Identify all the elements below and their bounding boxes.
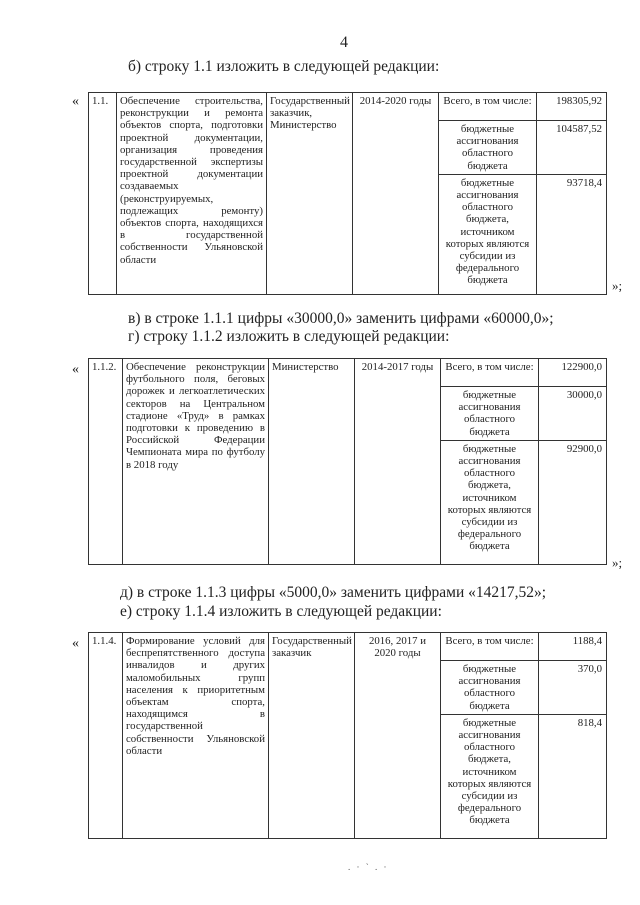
instruction-e: е) строку 1.1.4 изложить в следующей редакции: [120, 603, 442, 620]
row-years: 2014-2020 годы [353, 93, 439, 295]
source-total: Всего, в том числе: [439, 93, 537, 121]
row-years: 2014-2017 годы [355, 359, 441, 565]
quote-open: « [72, 362, 79, 377]
source-total: Всего, в том числе: [441, 359, 539, 387]
amount-regional: 370,0 [539, 661, 607, 715]
row-owner: Министерство [269, 359, 355, 565]
table-row-1-1-2 [88, 358, 607, 565]
amount-federal: 92900,0 [539, 440, 607, 564]
amount-total: 122900,0 [539, 359, 607, 387]
amount-total: 198305,92 [537, 93, 607, 121]
row-code: 1.1. [89, 93, 117, 295]
source-regional: бюджетные ассигнования областного бюджета [441, 661, 539, 715]
row-years: 2016, 2017 и 2020 годы [355, 633, 441, 839]
row-owner: Государственный заказчик [269, 633, 355, 839]
quote-close: »; [612, 555, 623, 570]
amount-regional: 104587,52 [537, 121, 607, 175]
amount-total: 1188,4 [539, 633, 607, 661]
amount-federal: 818,4 [539, 714, 607, 838]
row-name: Обеспечение строительства, реконструкции и ремонта объектов спорта, подготовки проектной документации, организация проведения государственной экспертизы проектной документации создаваемых (реконструируемых, подлежащих ремонту) объектов спорта, находящихся в государственной собственности Ульяновской области [117, 93, 267, 295]
quote-close: »; [612, 278, 623, 293]
source-regional: бюджетные ассигнования областного бюджета [441, 387, 539, 441]
row-code: 1.1.2. [89, 359, 123, 565]
source-federal: бюджетные ассигнования областного бюджета, источником которых являются субсидии из федерального бюджета [441, 440, 539, 564]
source-federal: бюджетные ассигнования областного бюджета, источником которых являются субсидии из федерального бюджета [439, 174, 537, 294]
amount-regional: 30000,0 [539, 387, 607, 441]
row-name: Формирование условий для беспрепятственного доступа инвалидов и других маломобильных групп населения к приоритетным объектам спорта, находящимся в государственной собственности Ульяновской области [123, 633, 269, 839]
table-row-1-1 [88, 92, 607, 295]
page-number: 4 [340, 34, 348, 51]
quote-open: « [72, 94, 79, 109]
instruction-b: б) строку 1.1 изложить в следующей редакции: [128, 58, 440, 75]
quote-open: « [72, 636, 79, 651]
amount-federal: 93718,4 [537, 174, 607, 294]
instruction-g: г) строку 1.1.2 изложить в следующей редакции: [128, 328, 450, 345]
table-row-1-1-4 [88, 632, 607, 839]
row-owner: Государственный заказчик, Министерство [267, 93, 353, 295]
instruction-v: в) в строке 1.1.1 цифры «30000,0» заменить цифрами «60000,0»; [128, 310, 554, 327]
instruction-d: д) в строке 1.1.3 цифры «5000,0» заменить цифрами «14217,52»; [120, 584, 547, 601]
source-federal: бюджетные ассигнования областного бюджета, источником которых являются субсидии из федерального бюджета [441, 714, 539, 838]
row-code: 1.1.4. [89, 633, 123, 839]
scan-noise: . · ` . · [348, 862, 389, 872]
source-total: Всего, в том числе: [441, 633, 539, 661]
source-regional: бюджетные ассигнования областного бюджета [439, 121, 537, 175]
row-name: Обеспечение реконструкции футбольного поля, беговых дорожек и легкоатлетических секторов на Центральном стадионе «Труд» в рамках подготовки к проведению в Российской Федерации Чемпионата мира по футболу в 2018 году [123, 359, 269, 565]
